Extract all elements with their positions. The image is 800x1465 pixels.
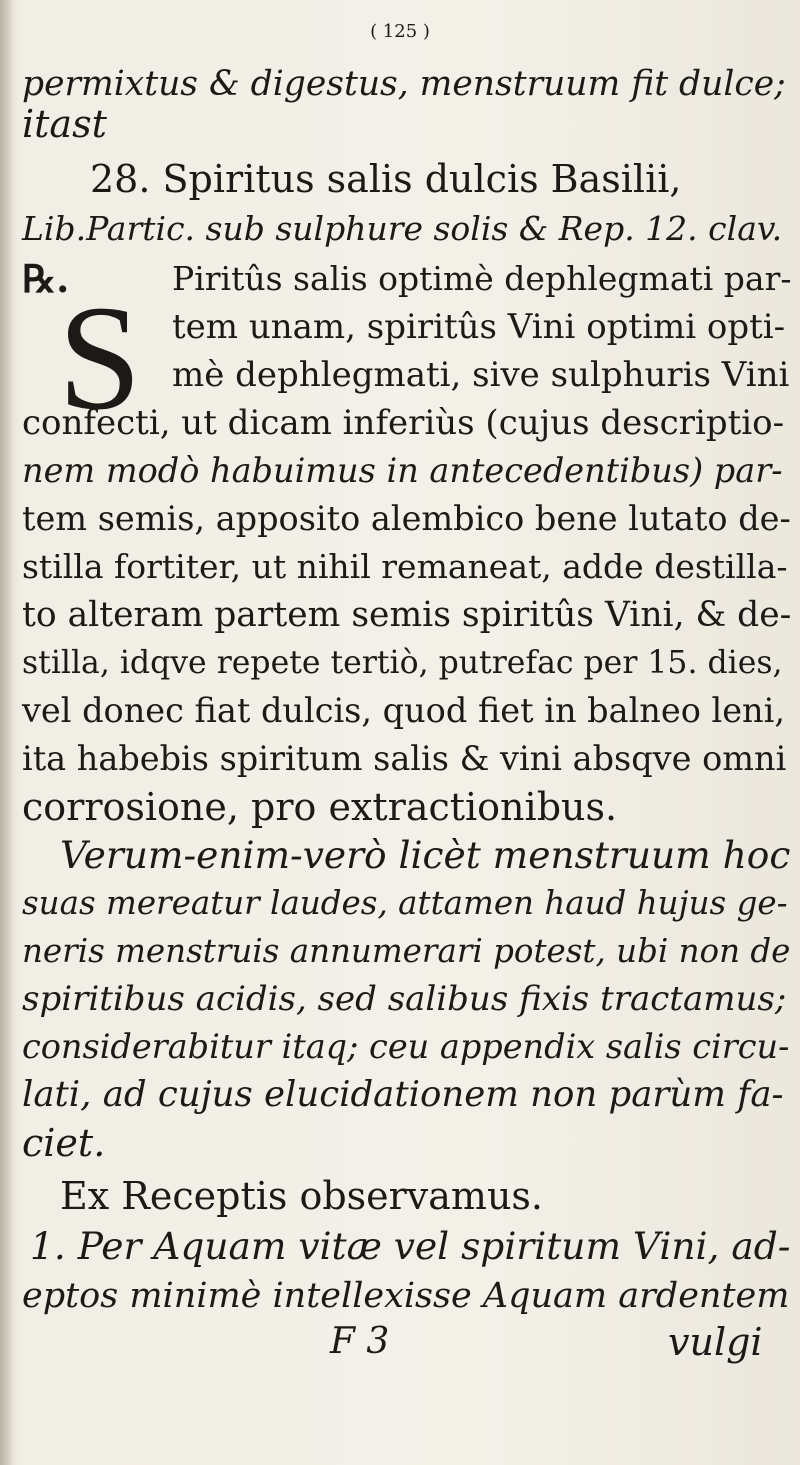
text-line-18: suas mereatur laudes, attamen haud hujus ge- — [22, 884, 788, 922]
text-line-19: neris menstruis annumerari potest, ubi non de — [22, 932, 791, 970]
text-line-20: spiritibus acidis, sed salibus fixis tractamus; — [22, 979, 787, 1019]
text-line-22: lati, ad cujus elucidationem non parùm fa- — [22, 1074, 784, 1115]
text-line-2: itast — [22, 102, 107, 146]
text-line-15: ita habebis spiritum salis & vini absqve omni — [22, 739, 787, 778]
text-line-21: considerabitur itaq; ceu appendix salis circu- — [22, 1027, 790, 1066]
text-line-13: stilla, idqve repete tertiò, putrefac per 15. dies, — [22, 645, 783, 681]
text-line-17: Verum-enim-verò licèt menstruum hoc — [60, 833, 791, 877]
section-heading: Ex Receptis observamus. — [60, 1174, 544, 1218]
text-line-26: eptos minimè intellexisse Aquam ardentem — [22, 1276, 790, 1316]
binding-shadow — [0, 0, 14, 1465]
text-line-12: to alteram partem semis spiritûs Vini, & de- — [22, 595, 792, 635]
text-line-23: ciet. — [22, 1121, 106, 1165]
text-line-14: vel donec fiat dulcis, quod fiet in balneo leni, — [22, 691, 785, 730]
page-number-header: ( 125 ) — [370, 21, 430, 42]
recipe-reference: Lib.Partic. sub sulphure solis & Rep. 12. clav. — [22, 209, 783, 248]
text-line-25: 1. Per Aquam vitæ vel spiritum Vini, ad- — [30, 1224, 791, 1268]
recipe-symbol: ℞. — [22, 256, 70, 301]
text-line-10: tem semis, apposito alembico bene lutato de- — [22, 499, 791, 538]
catchword: vulgi — [668, 1320, 763, 1364]
text-line-8: confecti, ut dicam inferiùs (cujus descriptio- — [22, 403, 785, 443]
text-line-1: permixtus & digestus, menstruum fit dulce; — [22, 64, 786, 104]
text-line-9: nem modò habuimus in antecedentibus) par- — [22, 451, 783, 490]
drop-cap-letter: S — [58, 275, 142, 441]
signature-mark: F 3 — [330, 1321, 390, 1362]
text-line-11: stilla fortiter, ut nihil remaneat, adde destilla- — [22, 547, 788, 586]
text-line-5: Piritûs salis optimè dephlegmati par- — [172, 259, 792, 298]
text-line-6: tem unam, spiritûs Vini optimi opti- — [172, 307, 786, 347]
text-line-7: mè dephlegmati, sive sulphuris Vini — [172, 355, 790, 395]
recipe-heading: 28. Spiritus salis dulcis Basilii, — [90, 157, 682, 201]
text-line-16: corrosione, pro extractionibus. — [22, 785, 618, 829]
